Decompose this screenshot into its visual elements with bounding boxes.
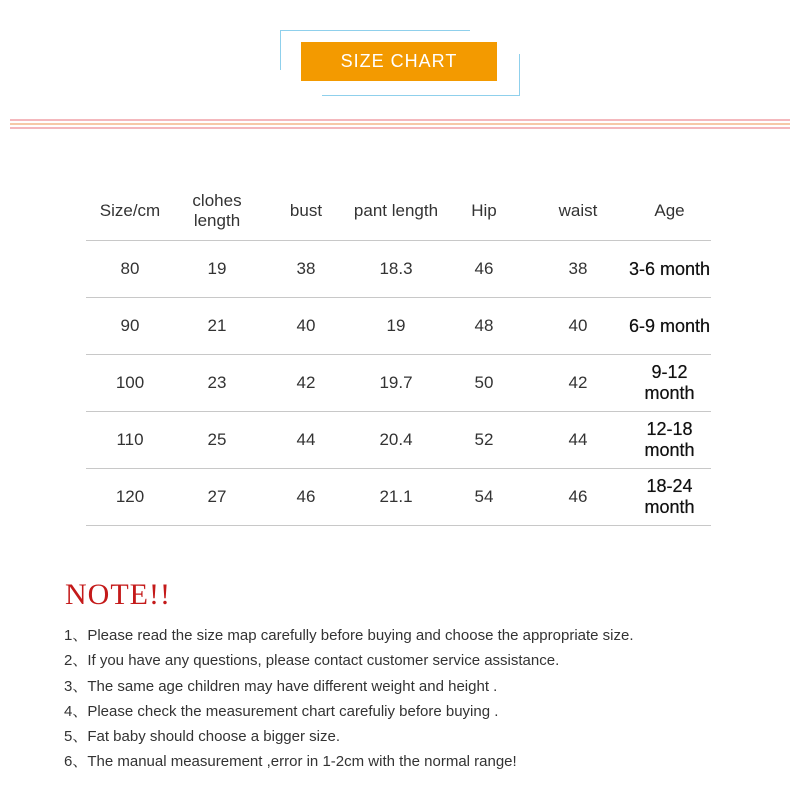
cell-size: 110 (86, 412, 174, 469)
decorative-stripes (10, 119, 790, 131)
cell-bust: 44 (260, 412, 352, 469)
cell-size: 100 (86, 355, 174, 412)
cell-pant-length: 19 (352, 298, 440, 355)
cell-age: 12-18 month (628, 412, 711, 469)
note-item: 6、The manual measurement ,error in 1-2cm with the normal range! (64, 753, 517, 771)
column-header-clothes-length: clohes length (192, 191, 242, 230)
cell-hip: 48 (440, 298, 528, 355)
note-title: NOTE!! (65, 578, 171, 611)
cell-age: 18-24 month (628, 469, 711, 526)
table-row (86, 469, 711, 526)
cell-clothes-length: 21 (174, 298, 260, 355)
cell-bust: 46 (260, 469, 352, 526)
cell-size: 120 (86, 469, 174, 526)
cell-waist: 38 (528, 241, 628, 298)
cell-waist: 42 (528, 355, 628, 412)
cell-waist: 46 (528, 469, 628, 526)
cell-hip: 52 (440, 412, 528, 469)
column-header-size: Size/cm (99, 201, 161, 220)
table-header-row (86, 182, 711, 241)
cell-hip: 46 (440, 241, 528, 298)
column-header-hip: Hip (471, 201, 497, 220)
column-header-age: Age (654, 201, 685, 220)
cell-pant-length: 18.3 (352, 241, 440, 298)
cell-hip: 50 (440, 355, 528, 412)
cell-size: 90 (86, 298, 174, 355)
cell-age: 9-12 month (628, 355, 711, 412)
cell-waist: 40 (528, 298, 628, 355)
note-item: 1、Please read the size map carefully before buying and choose the appropriate size. (64, 627, 634, 644)
cell-pant-length: 21.1 (352, 469, 440, 526)
note-item: 3、The same age children may have different weight and height . (64, 677, 498, 695)
table-row (86, 412, 711, 469)
table-row (86, 355, 711, 412)
table-row (86, 298, 711, 355)
cell-clothes-length: 23 (174, 355, 260, 412)
cell-bust: 40 (260, 298, 352, 355)
column-header-waist: waist (558, 201, 598, 220)
size-chart-header (278, 30, 522, 98)
cell-hip: 54 (440, 469, 528, 526)
cell-pant-length: 19.7 (352, 355, 440, 412)
note-item: 5、Fat baby should choose a bigger size. (64, 728, 340, 746)
cell-age: 6-9 month (628, 298, 711, 355)
cell-bust: 38 (260, 241, 352, 298)
note-item: 4、Please check the measurement chart carefuliy before buying . (64, 702, 499, 720)
column-header-bust: bust (289, 201, 323, 220)
cell-clothes-length: 19 (174, 241, 260, 298)
cell-clothes-length: 27 (174, 469, 260, 526)
cell-clothes-length: 25 (174, 412, 260, 469)
note-item: 2、If you have any questions, please contact customer service assistance. (64, 652, 560, 670)
cell-pant-length: 20.4 (352, 412, 440, 469)
table-row (86, 241, 711, 298)
cell-age: 3-6 month (628, 241, 711, 298)
column-header-pant-length: pant length (353, 201, 439, 220)
cell-bust: 42 (260, 355, 352, 412)
note-list (64, 625, 634, 777)
size-chart-title: SIZE CHART (301, 42, 497, 81)
cell-waist: 44 (528, 412, 628, 469)
cell-size: 80 (86, 241, 174, 298)
size-table (86, 182, 711, 526)
